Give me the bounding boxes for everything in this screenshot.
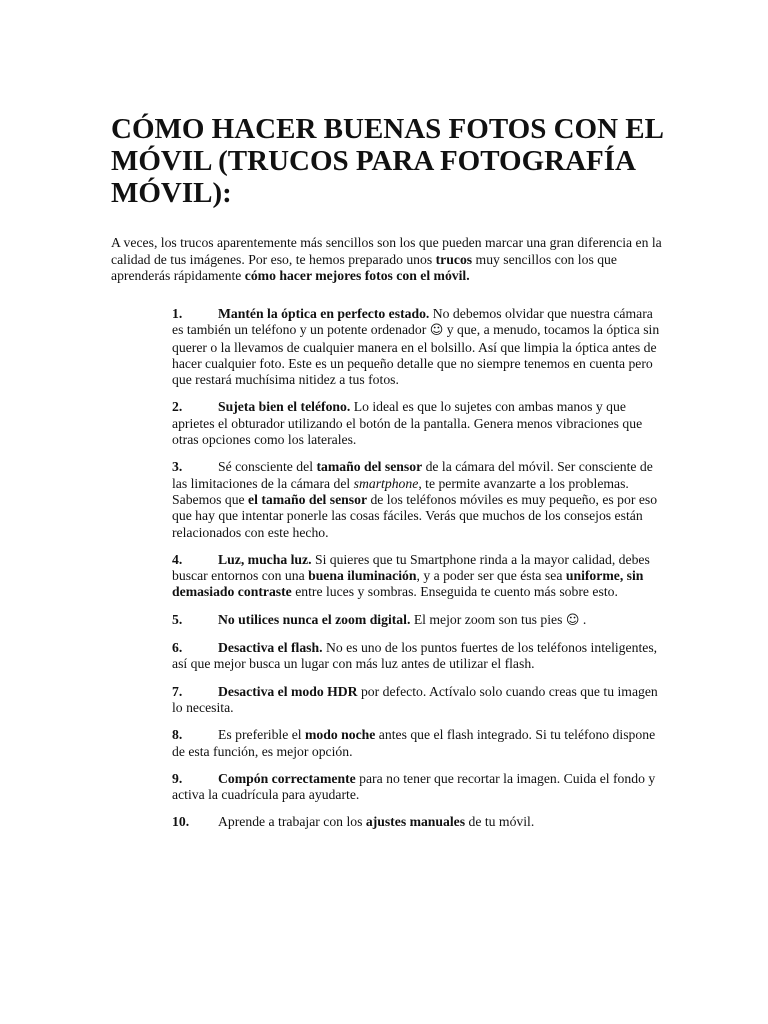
item-number: 1. xyxy=(172,306,183,321)
item-lead: Mantén la óptica en perfecto estado. xyxy=(218,306,430,321)
item-bold: uniforme, sin demasiado contraste xyxy=(172,568,644,600)
item-bold: ajustes manuales xyxy=(365,814,466,830)
list-item xyxy=(172,814,660,830)
item-number: 7. xyxy=(172,683,183,699)
item-text: , te permite avanzarte a los problemas. Sabemos que xyxy=(172,475,629,507)
item-text: , y a poder ser que ésta sea xyxy=(416,568,566,584)
item-bold: modo noche xyxy=(305,727,376,743)
item-number: 4. xyxy=(172,551,183,567)
item-text: Si quieres que tu Smartphone rinda a la mayor calidad, debes buscar entornos con una xyxy=(172,551,650,584)
item-text: por defecto. Actívalo solo cuando creas que tu imagen lo necesita. xyxy=(172,683,658,715)
list-item xyxy=(172,552,660,601)
item-text: No debemos olvidar que nuestra cámara es también un teléfono y un potente ordenador xyxy=(172,306,653,338)
item-text: entre luces y sombras. Enseguida te cuento más sobre esto. xyxy=(291,584,618,600)
list-item xyxy=(172,459,660,540)
intro-text-2: muy sencillos con los que aprenderás rápidamente xyxy=(111,251,617,283)
item-number: 6. xyxy=(172,640,183,656)
item-number: 3. xyxy=(172,459,183,475)
item-bold: tamaño del sensor xyxy=(316,459,423,475)
item-text: y que, a menudo, tocamos la óptica sin querer o la llevamos de cualquier manera en el bolsillo. Así que limpia la óptica antes de hacer cualquier foto. Este es un pequeño detalle que no siempre tenemos en cuenta pero que restará muchísima nitidez a tus fotos. xyxy=(172,322,660,388)
list-item xyxy=(172,306,660,388)
list-item xyxy=(172,771,660,804)
item-number: 9. xyxy=(172,770,183,786)
list-item xyxy=(172,684,660,717)
list-item xyxy=(172,612,660,629)
item-lead: No utilices nunca el zoom digital. xyxy=(218,611,411,627)
list-item xyxy=(172,640,660,673)
tips-list xyxy=(172,306,660,842)
list-item xyxy=(172,399,660,448)
item-text: Lo ideal es que lo sujetes con ambas manos y que aprietes el obturador utilizando el botón de la pantalla. Genera menos vibraciones que otras opciones como los laterales. xyxy=(172,399,643,448)
item-lead: Compón correctamente xyxy=(218,770,356,786)
item-bold: buena iluminación xyxy=(308,568,417,584)
item-text: para no tener que recortar la imagen. Cuida el fondo y activa la cuadrícula para ayudarte. xyxy=(172,770,656,803)
intro-bold-1: trucos xyxy=(435,251,473,267)
intro-text-1: A veces, los trucos aparentemente más sencillos son los que pueden marcar una gran diferencia en la calidad de tus imágenes. Por eso, te hemos preparado unos xyxy=(111,235,662,267)
item-number: 10. xyxy=(172,814,190,830)
item-bold: el tamaño del sensor xyxy=(248,491,368,507)
list-item xyxy=(172,727,660,760)
item-text: de tu móvil. xyxy=(465,814,535,830)
item-text: Aprende a trabajar con los xyxy=(218,814,366,830)
intro-paragraph xyxy=(111,235,671,285)
item-number: 5. xyxy=(172,611,183,627)
item-text: . xyxy=(579,611,587,627)
item-text: No es uno de los puntos fuertes de los teléfonos inteligentes, así que mejor busca un lugar con más luz antes de utilizar el flash. xyxy=(172,640,658,672)
item-italic: smartphone xyxy=(353,475,419,491)
item-lead: Desactiva el modo HDR xyxy=(218,683,358,699)
document-title: CÓMO HACER BUENAS FOTOS CON EL MÓVIL (TRUCOS PARA FOTOGRAFÍA MÓVIL): xyxy=(111,113,663,209)
item-lead: Luz, mucha luz. xyxy=(218,551,312,567)
item-text: de la cámara del móvil. Ser consciente de las limitaciones de la cámara del xyxy=(172,459,653,491)
item-number: 8. xyxy=(172,727,183,743)
item-text: antes que el flash integrado. Si tu teléfono dispone de esta función, es mejor opción. xyxy=(172,727,656,759)
item-text: Es preferible el xyxy=(218,727,306,743)
item-lead: Sujeta bien el teléfono. xyxy=(218,399,351,415)
item-text: El mejor zoom son tus pies xyxy=(410,611,566,627)
intro-bold-2: cómo hacer mejores fotos con el móvil. xyxy=(244,268,470,283)
smiley-icon: ☺ xyxy=(565,612,580,628)
smiley-icon: ☺ xyxy=(429,323,444,339)
item-lead: Desactiva el flash. xyxy=(218,640,323,656)
item-number: 2. xyxy=(172,399,183,415)
item-text: de los teléfonos móviles es muy pequeño, es por eso que hay que intentar ponerle las cosas fáciles. Verás que muchos de los consejos están relacionados con este hecho. xyxy=(172,491,658,540)
item-text: Sé consciente del xyxy=(218,459,317,475)
